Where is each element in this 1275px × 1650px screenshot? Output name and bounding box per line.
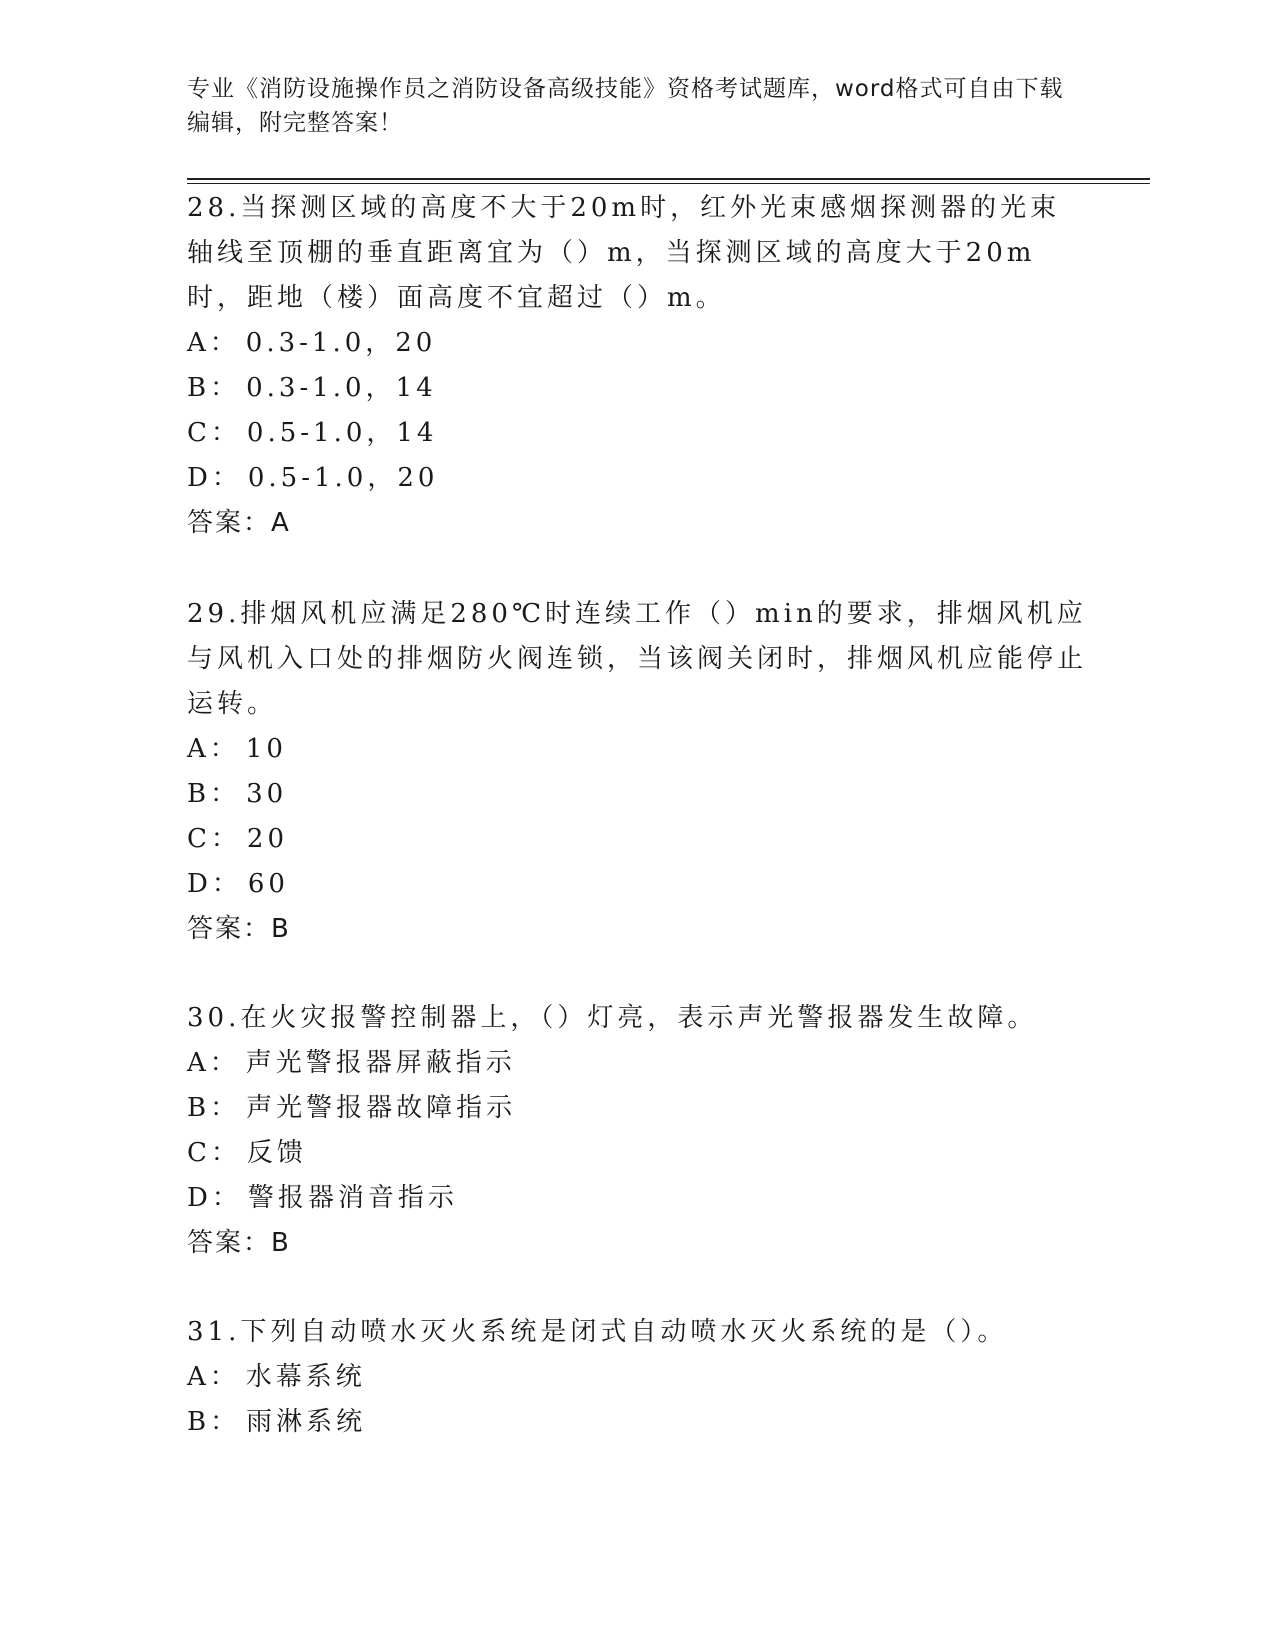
question-29 — [187, 592, 1087, 952]
option-value: 声光警报器屏蔽指示 — [245, 1048, 516, 1078]
option-value: 0.5-1.0，20 — [247, 463, 439, 493]
option-key: A： — [187, 734, 240, 764]
option-value: 10 — [245, 734, 287, 764]
option-value: 30 — [246, 779, 288, 809]
option-d — [187, 456, 1087, 501]
option-c — [187, 411, 1087, 456]
document-header: 专业《消防设施操作员之消防设备高级技能》资格考试题库，word格式可自由下载编辑，附完整答案！ — [187, 76, 1064, 136]
option-key: B： — [187, 779, 241, 809]
option-a — [187, 1041, 1087, 1086]
answer: 答案：A — [187, 508, 291, 538]
option-a — [187, 321, 1087, 366]
option-a — [187, 727, 1087, 772]
option-key: B： — [187, 1093, 241, 1123]
option-key: D： — [187, 1183, 242, 1213]
option-key: D： — [187, 463, 242, 493]
option-key: C： — [187, 824, 241, 854]
option-value: 20 — [246, 824, 288, 854]
option-key: C： — [187, 418, 241, 448]
question-30 — [187, 996, 1087, 1266]
option-b — [187, 366, 1087, 411]
question-text: 29.排烟风机应满足280℃时连续工作（）min的要求，排烟风机应与风机入口处的排烟防火阀连锁，当该阀关闭时，排烟风机应能停止运转。 — [187, 599, 1088, 719]
option-value: 警报器消音指示 — [247, 1183, 458, 1213]
option-key: A： — [187, 1362, 240, 1392]
option-value: 0.3-1.0，20 — [245, 328, 437, 358]
question-text: 28.当探测区域的高度不大于20m时，红外光束感烟探测器的光束轴线至顶棚的垂直距离宜为（）m，当探测区域的高度大于20m时，距地（楼）面高度不宜超过（）m。 — [187, 193, 1061, 313]
option-d — [187, 1176, 1087, 1221]
option-d — [187, 862, 1087, 907]
question-text: 31.下列自动喷水灭火系统是闭式自动喷水灭火系统的是（）。 — [187, 1317, 1008, 1347]
option-value: 60 — [247, 869, 289, 899]
option-key: B： — [187, 1407, 241, 1437]
option-a — [187, 1355, 1087, 1400]
option-c — [187, 1131, 1087, 1176]
option-key: D： — [187, 869, 242, 899]
option-key: A： — [187, 328, 240, 358]
question-31 — [187, 1310, 1087, 1445]
option-key: A： — [187, 1048, 240, 1078]
option-value: 0.5-1.0，14 — [246, 418, 438, 448]
header-divider-thin — [187, 183, 1150, 184]
question-text: 30.在火灾报警控制器上，（）灯亮，表示声光警报器发生故障。 — [187, 1003, 1038, 1033]
option-value: 声光警报器故障指示 — [246, 1093, 517, 1123]
option-value: 反馈 — [246, 1138, 307, 1168]
option-value: 雨淋系统 — [246, 1407, 367, 1437]
answer: 答案：B — [187, 1228, 291, 1258]
header-divider-thick — [187, 178, 1150, 180]
option-key: C： — [187, 1138, 241, 1168]
option-value: 0.3-1.0，14 — [246, 373, 437, 403]
answer: 答案：B — [187, 914, 291, 944]
question-28 — [187, 186, 1087, 546]
option-key: B： — [187, 373, 241, 403]
option-b — [187, 772, 1087, 817]
option-value: 水幕系统 — [245, 1362, 366, 1392]
option-b — [187, 1086, 1087, 1131]
option-c — [187, 817, 1087, 862]
option-b — [187, 1400, 1087, 1445]
